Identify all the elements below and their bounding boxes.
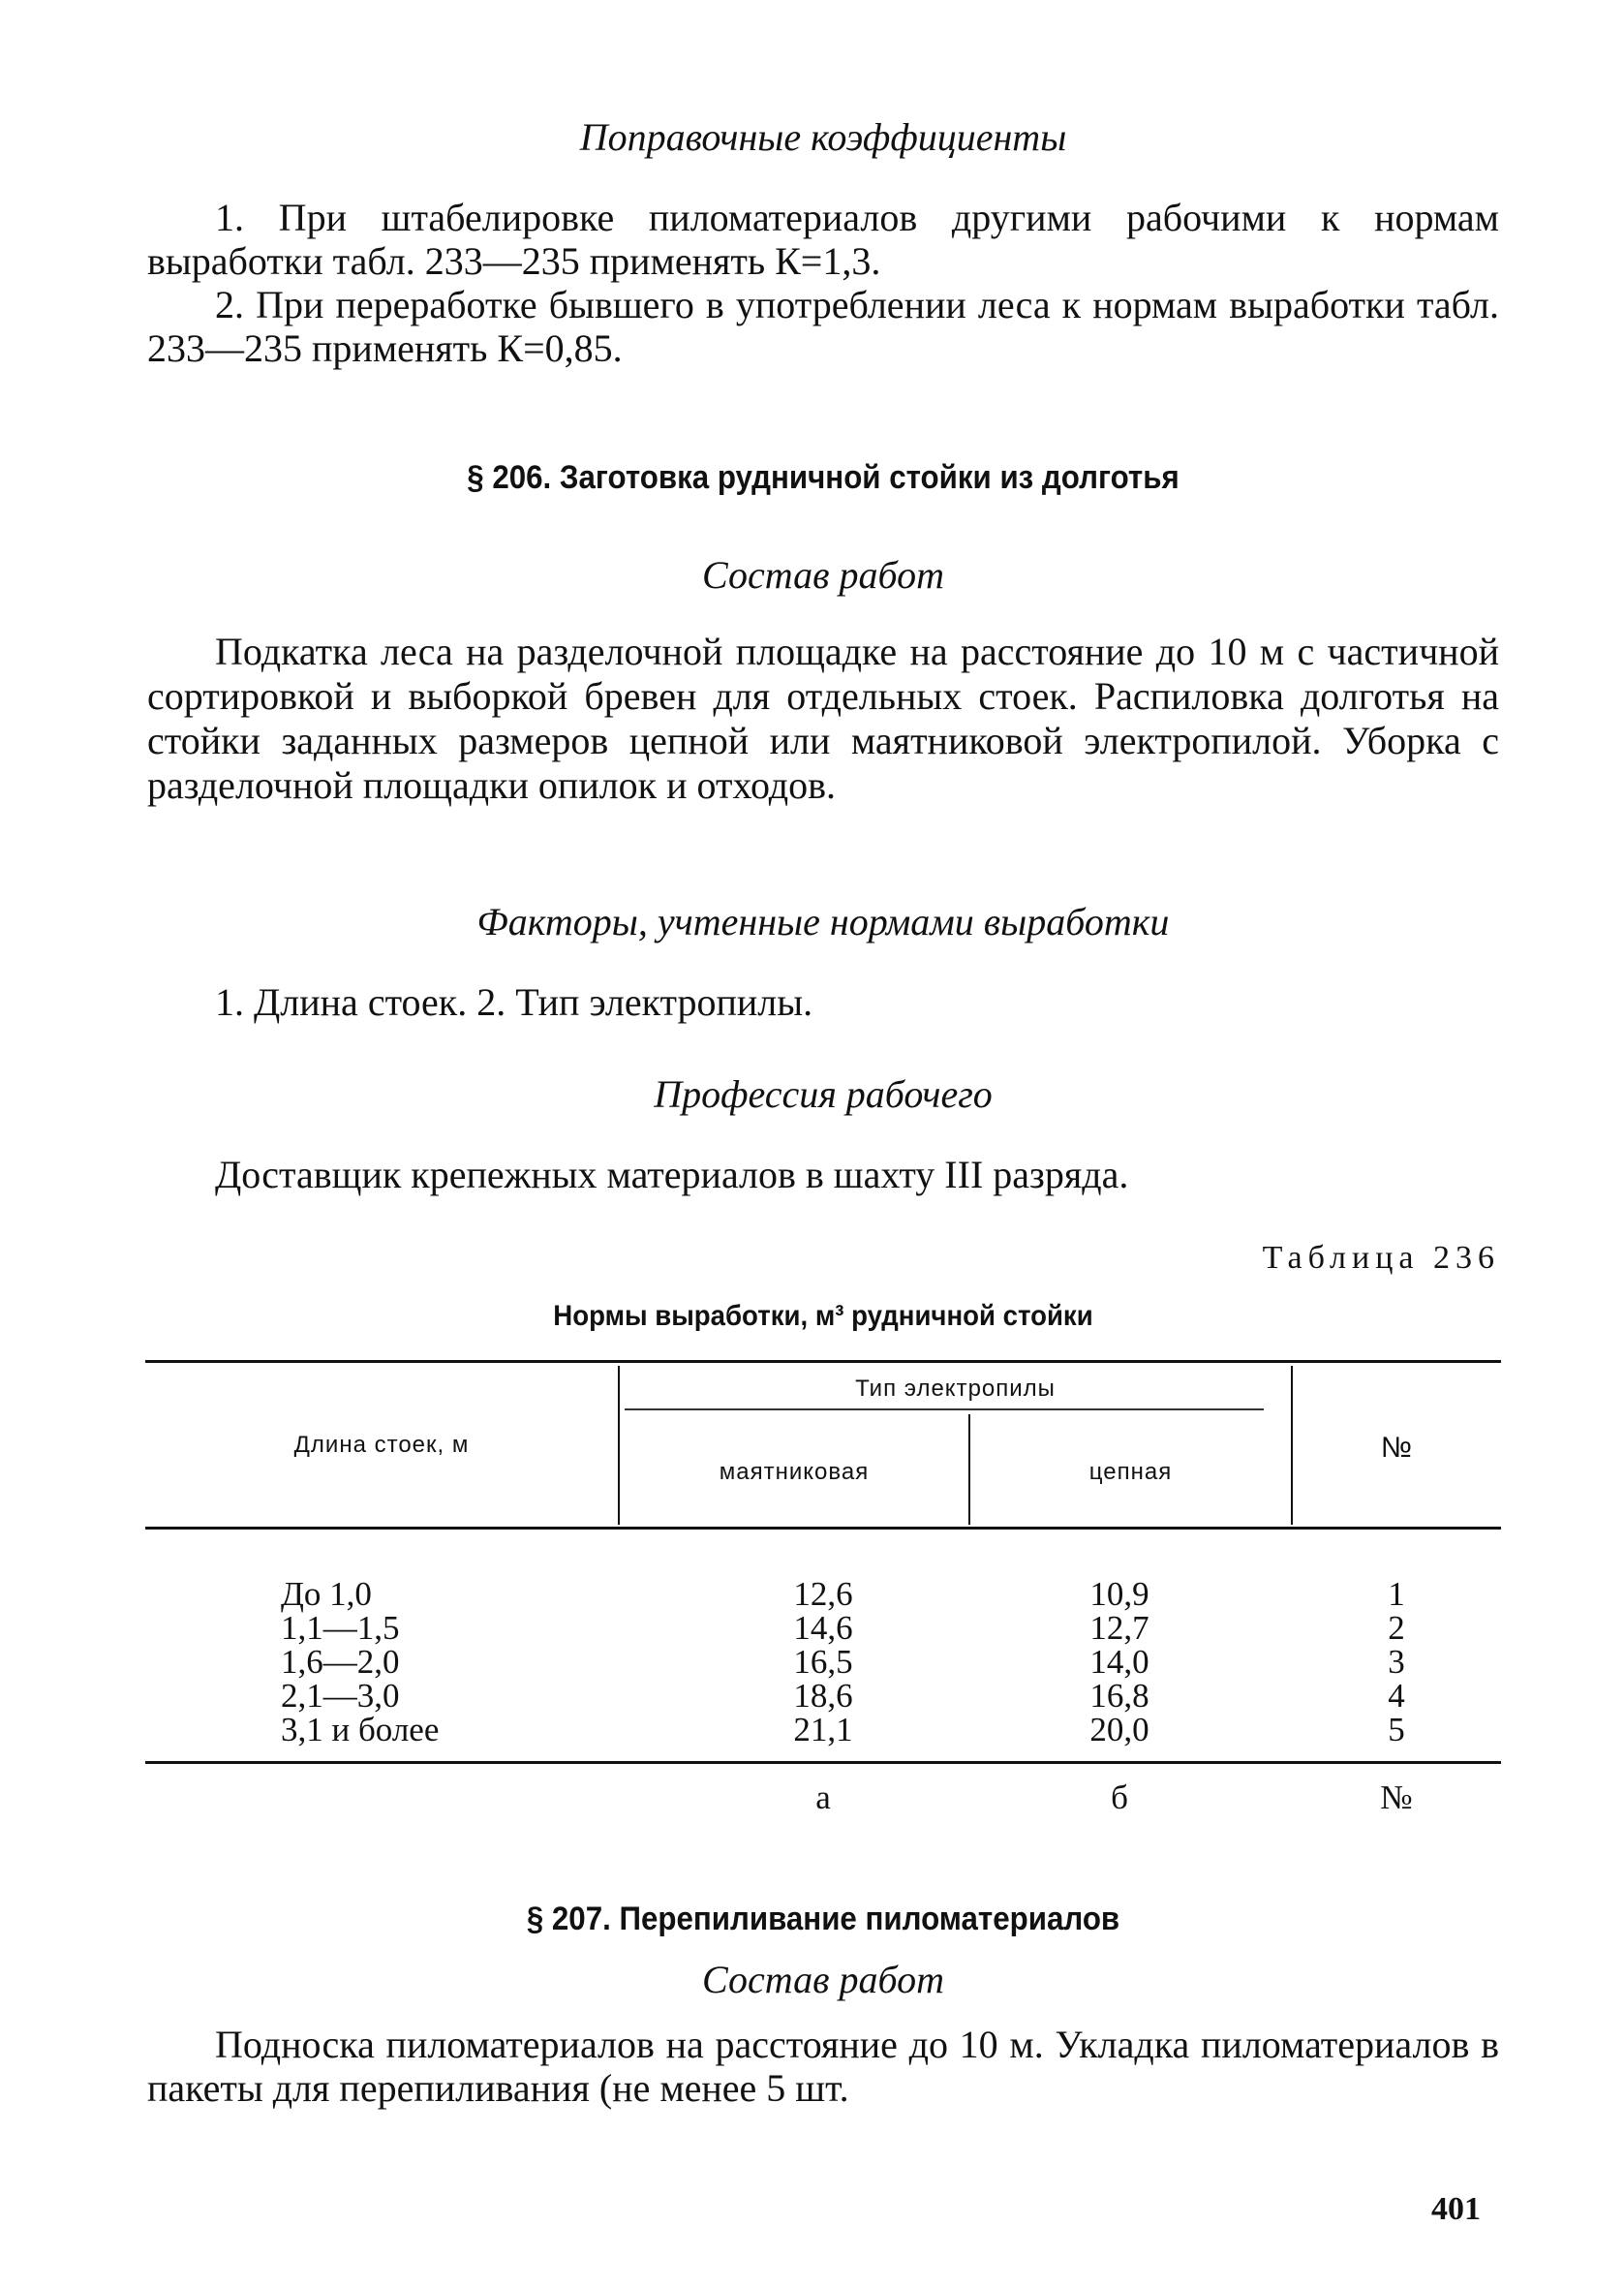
table-bottom-rule xyxy=(145,1761,1501,1764)
header-chain: цепная xyxy=(1088,1459,1173,1485)
cell-length: До 1,0 xyxy=(281,1575,372,1613)
section-207-work-title: Состав работ xyxy=(702,1958,944,2001)
section-206-work-text xyxy=(147,630,1499,808)
header-saw-type xyxy=(620,1376,1291,1403)
section-206-profession-text xyxy=(147,1153,1499,1196)
section-206-work-title: Состав работ xyxy=(702,553,944,597)
cell-length: 3,1 и более xyxy=(281,1711,440,1748)
cell-number: 1 xyxy=(1388,1575,1405,1613)
section-207-heading: § 207. Перепиливание пиломатериалов xyxy=(526,1901,1120,1937)
section-206-factors-text xyxy=(147,980,1499,1024)
header-length: Длина стоек, м xyxy=(293,1432,470,1458)
cell-chain: 20,0 xyxy=(1089,1711,1149,1748)
section-206-factors-title: Факторы, учтенные нормами выработки xyxy=(476,900,1170,943)
footer-col-number: № xyxy=(1380,1778,1413,1816)
cell-number: 5 xyxy=(1388,1711,1405,1748)
cell-chain: 16,8 xyxy=(1089,1677,1149,1715)
group-header-rule xyxy=(625,1408,1264,1410)
header-pendulum: маятниковая xyxy=(719,1459,870,1485)
cell-length: 2,1—3,0 xyxy=(281,1677,400,1715)
corrections-title: Поправочные коэффициенты xyxy=(579,115,1067,159)
correction-item-2-text: 2. При переработке бывшего в употреблении леса к нормам выработки табл. 233—235 применять К=0,85. xyxy=(147,283,1499,370)
table-top-rule xyxy=(145,1360,1501,1363)
section-207-work-text xyxy=(147,2023,1499,2110)
cell-length: 1,6—2,0 xyxy=(281,1643,400,1681)
factors-text-body: 1. Длина стоек. 2. Тип электропилы. xyxy=(215,980,813,1024)
section-206-profession-title: Профессия рабочего xyxy=(654,1072,993,1116)
section-207-work-text-body: Подноска пиломатериалов на расстояние до 10 м. Укладка пиломатериалов в пакеты для перепиливания (не менее 5 шт. xyxy=(147,2023,1499,2110)
cell-pendulum: 12,6 xyxy=(793,1575,853,1613)
cell-chain: 14,0 xyxy=(1089,1643,1149,1681)
header-rule xyxy=(145,1527,1501,1530)
footer-col-a: а xyxy=(815,1778,831,1816)
cell-chain: 10,9 xyxy=(1089,1575,1149,1613)
section-206-work-text-body: Подкатка леса на разделочной площадке на расстояние до 10 м с частичной сортировкой и выборкой бревен для отдельных стоек. Распиловка долготья на стойки заданных размеров цепной или маятниковой электропилой. Уборка с разделочной площадки опилок и отходов. xyxy=(147,630,1499,807)
header-saw-type-text: Тип электропилы xyxy=(845,1376,1065,1402)
profession-text-body: Доставщик крепежных материалов в шахту III разряда. xyxy=(215,1153,1129,1196)
cell-number: 4 xyxy=(1388,1677,1405,1715)
cell-number: 2 xyxy=(1388,1609,1405,1647)
cell-length: 1,1—1,5 xyxy=(281,1609,400,1647)
correction-item-1-text: 1. При штабелировке пиломатериалов другими рабочими к нормам выработки табл. 233—235 применять К=1,3. xyxy=(147,196,1499,283)
cell-pendulum: 16,5 xyxy=(793,1643,853,1681)
correction-item-1 xyxy=(147,196,1499,283)
cell-pendulum: 18,6 xyxy=(793,1677,853,1715)
cell-pendulum: 14,6 xyxy=(793,1609,853,1647)
footer-col-b: б xyxy=(1111,1778,1128,1816)
page-number: 401 xyxy=(1431,2191,1481,2227)
table-label: Таблица 236 xyxy=(1262,1240,1500,1276)
section-206-heading: § 206. Заготовка рудничной стойки из долготья xyxy=(467,459,1180,496)
header-number: № xyxy=(1380,1432,1414,1464)
cell-pendulum: 21,1 xyxy=(793,1711,853,1748)
cell-number: 3 xyxy=(1388,1643,1405,1681)
table-title: Нормы выработки, м³ рудничной стойки xyxy=(553,1300,1093,1332)
cell-chain: 12,7 xyxy=(1089,1609,1149,1647)
correction-item-2 xyxy=(147,283,1499,370)
